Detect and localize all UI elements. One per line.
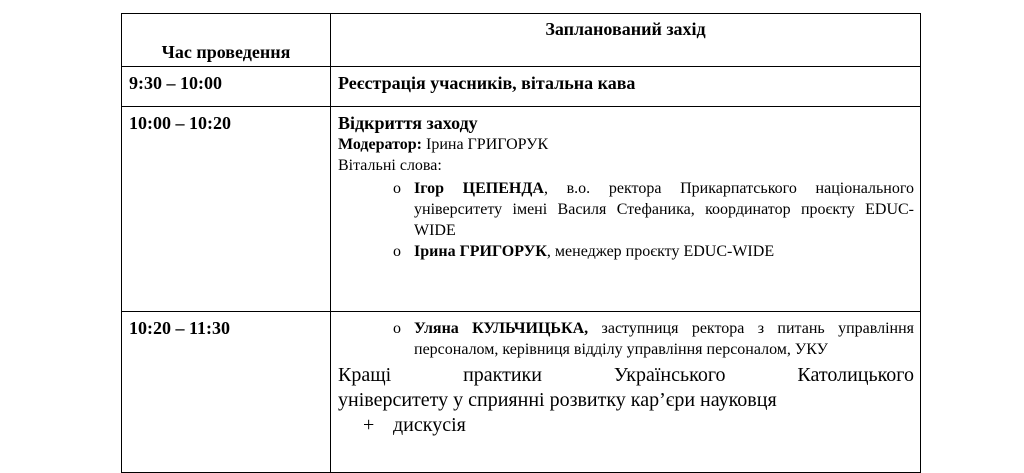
greetings-label: Вітальні слова: [338, 157, 442, 174]
row-time: 10:00 – 10:20 [122, 107, 331, 312]
speaker-role: , в.о. ректора Прикарпатського національного університету імені Василя Стефаника, координатор проєкту EDUC-WIDE [414, 180, 915, 239]
moderator-label: Модератор: [338, 136, 422, 153]
row-event [331, 107, 921, 312]
table-row [122, 67, 921, 107]
speaker-name: Ірина ГРИГОРУК [414, 243, 547, 260]
table-row [122, 312, 921, 473]
speaker-role: заступниця ректора з питань управління персоналом, керівниця відділу управління персоналом, УКУ [414, 320, 914, 358]
speaker-list [338, 318, 914, 360]
topic-line: університету у сприянні розвитку кар’єри науковця [338, 389, 777, 411]
plus-icon: + [363, 414, 375, 436]
event-title: Реєстрація учасників, вітальна кава [338, 73, 636, 93]
discussion-line [338, 413, 914, 438]
speaker-name: Уляна КУЛЬЧИЦЬКА, [414, 320, 589, 337]
speaker-name: Ігор ЦЕПЕНДА [414, 180, 544, 197]
header-event: Запланований захід [331, 14, 921, 67]
list-item [338, 241, 914, 262]
row-time: 10:20 – 11:30 [122, 312, 331, 473]
moderator-line [338, 134, 914, 155]
bullet-icon: o [393, 243, 401, 260]
header-row [122, 14, 921, 67]
bullet-icon: o [393, 320, 401, 337]
speaker-list [338, 178, 914, 262]
table-row [122, 107, 921, 312]
row-event [331, 67, 921, 107]
list-item [338, 318, 914, 360]
topic-line: Кращі практики Українського Католицького [338, 364, 914, 386]
speaker-role: , менеджер проєкту EDUC-WIDE [546, 243, 775, 260]
row-time: 9:30 – 10:00 [122, 67, 331, 107]
event-title: Відкриття заходу [338, 113, 478, 133]
list-item [338, 178, 914, 241]
moderator-name: Ірина ГРИГОРУК [421, 136, 549, 153]
discussion-label: дискусія [393, 414, 466, 436]
agenda-table [121, 13, 921, 473]
header-time: Час проведення [122, 14, 331, 67]
row-event [331, 312, 921, 473]
bullet-icon: o [393, 180, 401, 197]
